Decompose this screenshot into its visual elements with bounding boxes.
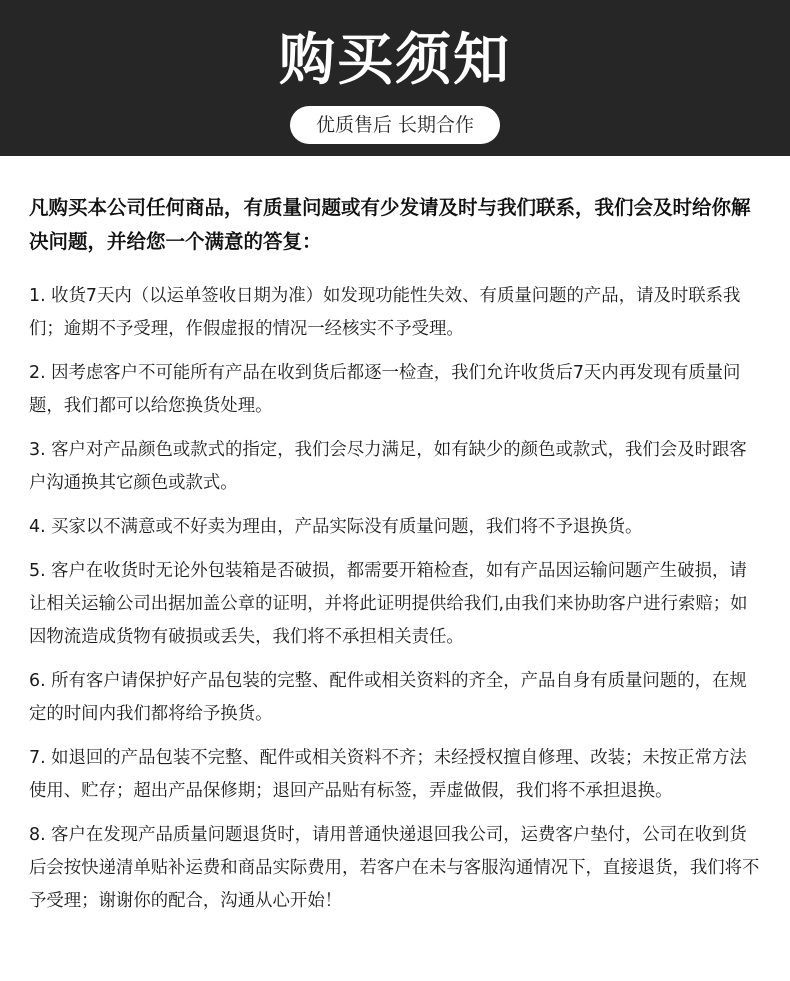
notice-item-5: 5. 客户在收货时无论外包装箱是否破损，都需要开箱检查，如有产品因运输问题产生破损，请让相关运输公司出据加盖公章的证明，并将此证明提供给我们,由我们来协助客户进行索赔；如因物流造成货物有破损或丢失，我们将不承担相关责任。	[29, 561, 748, 647]
notice-content	[29, 191, 763, 929]
notice-item-4: 4. 买家以不满意或不好卖为理由，产品实际没有质量问题，我们将不予退换货。	[29, 517, 643, 537]
page-title: 购买须知	[279, 28, 511, 93]
notice-item-2: 2. 因考虑客户不可能所有产品在收到货后都逐一检查，我们允许收货后7天内再发现有质量问题，我们都可以给您换货处理。	[29, 363, 741, 416]
subtitle-badge: 优质售后 长期合作	[290, 106, 500, 144]
notice-item-7: 7. 如退回的产品包装不完整、配件或相关资料不齐；未经授权擅自修理、改装；未按正常方法使用、贮存；超出产品保修期；退回产品贴有标签，弄虚做假，我们将不承担退换。	[29, 748, 747, 801]
notice-item-6: 6. 所有客户请保护好产品包装的完整、配件或相关资料的齐全，产品自身有质量问题的，在规定的时间内我们都将给予换货。	[29, 671, 747, 724]
notice-item-3: 3. 客户对产品颜色或款式的指定，我们会尽力满足，如有缺少的颜色或款式，我们会及时跟客户沟通换其它颜色或款式。	[29, 440, 747, 493]
notice-item-8: 8. 客户在发现产品质量问题退货时，请用普通快递退回我公司，运费客户垫付，公司在收到货后会按快递清单贴补运费和商品实际费用，若客户在未与客服沟通情况下，直接退货，我们将不予受理；谢谢你的配合，沟通从心开始！	[29, 825, 760, 911]
notice-item-1: 1. 收货7天内（以运单签收日期为准）如发现功能性失效、有质量问题的产品，请及时联系我们；逾期不予受理，作假虚报的情况一经核实不予受理。	[29, 286, 741, 339]
intro-paragraph: 凡购买本公司任何商品，有质量问题或有少发请及时与我们联系，我们会及时给你解决问题，并给您一个满意的答复：	[29, 196, 751, 253]
header-banner	[0, 0, 790, 156]
